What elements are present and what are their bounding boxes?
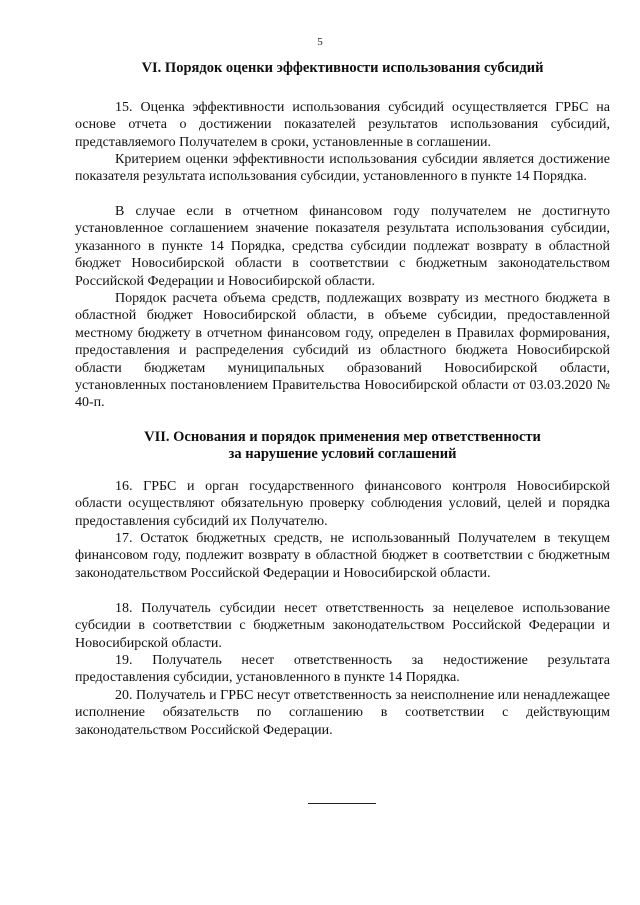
- paragraph-18: 18. Получатель субсидии несет ответственность за нецелевое использование субсидии в соответствии с бюджетным законодательством Российской Федерации и Новосибирской области.: [75, 601, 610, 651]
- paragraph-refund-condition: В случае если в отчетном финансовом году получателем не достигнуто установленное соглашением значение показателя результата использования субсидии, указанного в пункте 14 Порядка, средства субсидии подлежат возврату в областной бюджет Новосибирской области в соответствии с бюджетным законодательством Российской Федерации и Новосибирской области.: [75, 204, 610, 289]
- section-7-title-line-2: за нарушение условий соглашений: [228, 446, 457, 462]
- section-6-heading: [75, 60, 610, 77]
- paragraph-17: 17. Остаток бюджетных средств, не использованный Получателем в текущем финансовом году, подлежит возврату в областной бюджет в соответствии с бюджетным законодательством Российской Федерации и Новосибирской области.: [75, 531, 610, 581]
- page-number: 5: [317, 36, 323, 48]
- paragraph-refund-calculation: Порядок расчета объема средств, подлежащих возврату из местного бюджета в областной бюджет Новосибирской области, в объеме субсидии, предоставленной местному бюджету в отчетном финансовом году, определен в Правилах формирования, предоставления и распределения субсидий из областного бюджета Новосибирской области бюджетам муниципальных образований Новосибирской области, установленных постановлением Правительства Новосибирской области от 03.03.2020 № 40-п.: [75, 291, 610, 411]
- section-7-title-line-1: VII. Основания и порядок применения мер ответственности: [144, 429, 541, 445]
- paragraph-16: 16. ГРБС и орган государственного финансового контроля Новосибирской области осуществляют обязательную проверку соблюдения условий, целей и порядка предоставления субсидий их Получателю.: [75, 479, 610, 529]
- paragraph-20: 20. Получатель и ГРБС несут ответственность за неисполнение или ненадлежащее исполнение обязательств по соглашению в соответствии с действующим законодательством Российской Федерации.: [75, 688, 610, 738]
- footer-divider: [308, 803, 376, 804]
- section-7-heading: [75, 429, 610, 463]
- paragraph-criterion: Критерием оценки эффективности использования субсидии является достижение показателя результата использования субсидии, установленного в пункте 14 Порядка.: [75, 152, 610, 185]
- paragraph-19: 19. Получатель несет ответственность за недостижение результата предоставления субсидии, установленного в пункте 14 Порядка.: [75, 653, 610, 686]
- paragraph-15: 15. Оценка эффективности использования субсидий осуществляется ГРБС на основе отчета о достижении показателей результатов использования субсидий, представляемого Получателем в сроки, установленные в соглашении.: [75, 100, 610, 150]
- section-6-title: VI. Порядок оценки эффективности использования субсидий: [141, 60, 544, 76]
